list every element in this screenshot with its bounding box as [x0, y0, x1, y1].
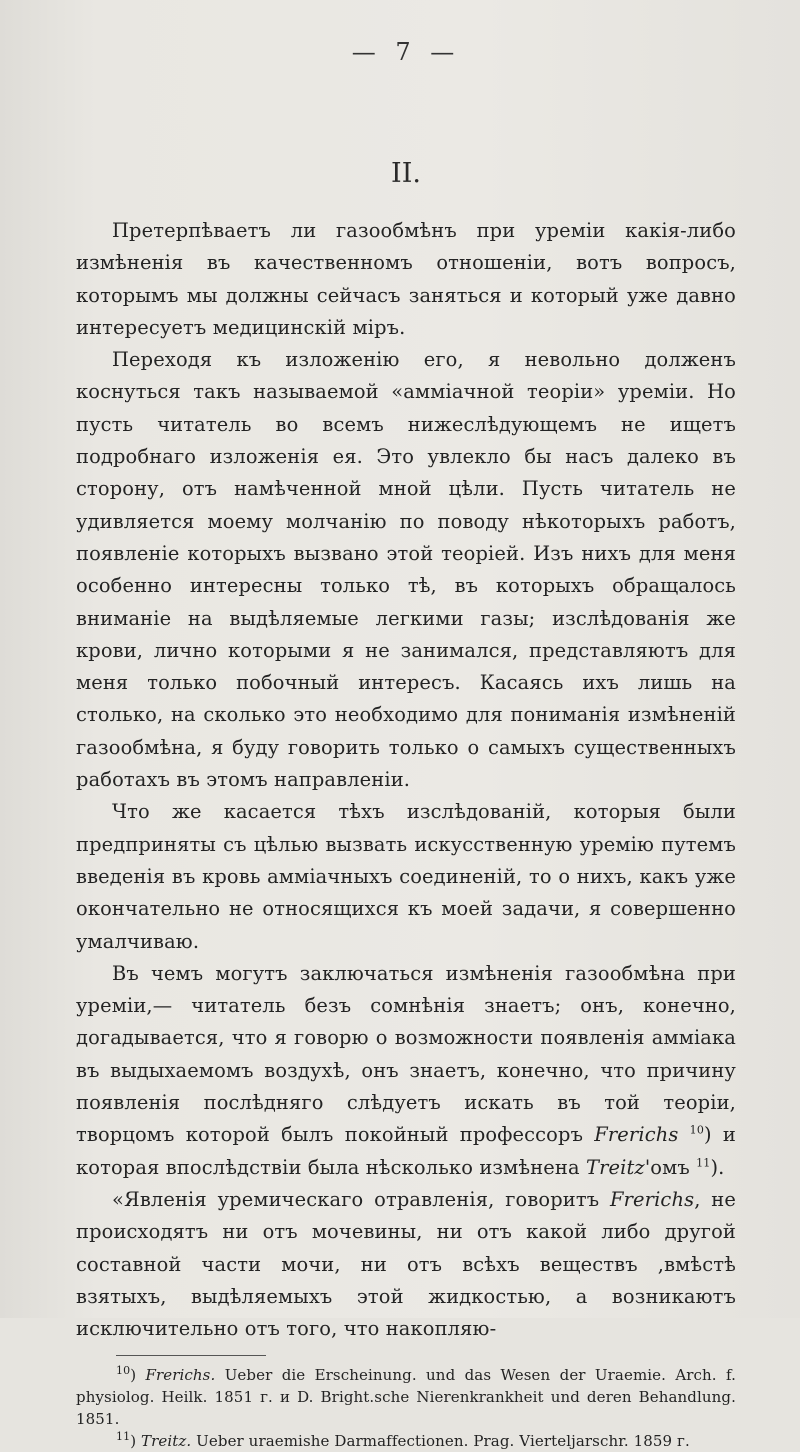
footnote-ref-10: 10 — [689, 1123, 704, 1137]
author-treitz: Treitz — [586, 1155, 645, 1179]
footnote-ref-11: 11 — [696, 1156, 711, 1170]
footnote-11-author: Treitz. — [141, 1432, 192, 1451]
paragraph-4-suffix: 'омъ — [644, 1155, 697, 1179]
paragraph-5-text-a: «Явленія уремическаго отравленія, говоритъ — [112, 1187, 611, 1211]
author-frerichs: Frerichs — [594, 1123, 679, 1147]
footnote-divider — [116, 1355, 266, 1356]
paragraph-4-text-a: Въ чемъ могутъ заключаться измѣненія газообмѣна при уреміи,— читатель безъ сомнѣнія знаетъ; онъ, конечно, догадывается, что я говорю о возможности появленія амміака въ выдыхаемомъ воздухѣ, онъ знаетъ, конечно, что причину появленія послѣдняго слѣдуетъ искать въ той теоріи, творцомъ которой былъ покойный профессоръ — [76, 961, 736, 1147]
author-frerichs-2: Frerichs — [610, 1187, 695, 1211]
footnote-10-marker: 10 — [116, 1364, 131, 1378]
footnote-10-text: Ueber die Erscheinung. und das Wesen der Uraemie. Arch. f. physiolog. Heilk. 1851 г. и D. Bright.sche Nierenkrankheit und deren Behandlung. 1851. — [76, 1366, 737, 1429]
paragraph-2: Переходя къ изложенію его, я невольно долженъ коснуться такъ называемой «амміачной теоріи» уреміи. Но пусть читатель во всемъ нижеслѣдующемъ не ищетъ подробнаго изложенія ея. Это увлекло бы насъ далеко въ сторону, отъ намѣченной мной цѣли. Пусть читатель не удивляется моему молчанію по поводу нѣкоторыхъ работъ, появленіе которыхъ вызвано этой теоріей. Изъ нихъ для меня особенно интересны только тѣ, въ которыхъ обращалось вниманіе на выдѣляемые легкими газы; изслѣдованія же крови, лично которыми я не занимался, представляютъ для меня только побочный интересъ. Касаясь ихъ лишь на столько, на сколько это необходимо для пониманія измѣненій газообмѣна, я буду говорить только о самыхъ существенныхъ работахъ въ этомъ направленіи. — [76, 348, 736, 792]
paragraph-3: Что же касается тѣхъ изслѣдованій, которыя были предприняты съ цѣлью вызвать искусственную уремію путемъ введенія въ кровь амміачныхъ соединеній, то о нихъ, какъ уже окончательно не относящихся къ моей задачи, я совершенно умалчиваю. — [76, 800, 736, 953]
page-number: — 7 — — [351, 38, 461, 66]
paragraph-5-text-b: , не происходятъ ни отъ мочевины, ни отъ какой либо другой составной части мочи, ни отъ всѣхъ веществъ ,вмѣстѣ взятыхъ, выдѣляемыхъ этой жидкостью, а возникаютъ исключительно отъ того, что накопляю- — [76, 1187, 736, 1341]
footnote-11: $^{11}$) Treitz. Ueber uraemishe Darmaffectionen. Prag. Vierteljarschr. 1859 г. — [116, 1430, 690, 1451]
paragraph-4-text-c: ). — [710, 1155, 725, 1179]
footnote-11-marker: 11 — [116, 1430, 131, 1444]
footnote-10: $^{10}$) Frerichs. Ueber die Erscheinung. und das Wesen der Uraemie. Arch. f. physiolog. Heilk. 1851 г. и D. Bright.sche Nierenkrankheit und deren Behandlung. 1851. — [76, 1364, 737, 1429]
paragraph-4-text-b: ) и которая впослѣдствіи была нѣсколько измѣнена — [76, 1123, 736, 1179]
footnote-11-text: Ueber uraemishe Darmaffectionen. Prag. Vierteljarschr. 1859 г. — [191, 1432, 690, 1451]
paragraph-1: Претерпѣваетъ ли газообмѣнъ при уреміи какія-либо измѣненія въ качественномъ отношеніи, вотъ вопросъ, которымъ мы должны сейчасъ заняться и который уже давно интересуетъ медицинскій міръ. — [76, 219, 736, 339]
paragraph-5 — [76, 1184, 736, 1345]
footnote-10-author: Frerichs. — [145, 1366, 216, 1385]
paragraph-4 — [76, 958, 736, 1184]
section-heading: II. — [391, 158, 421, 189]
